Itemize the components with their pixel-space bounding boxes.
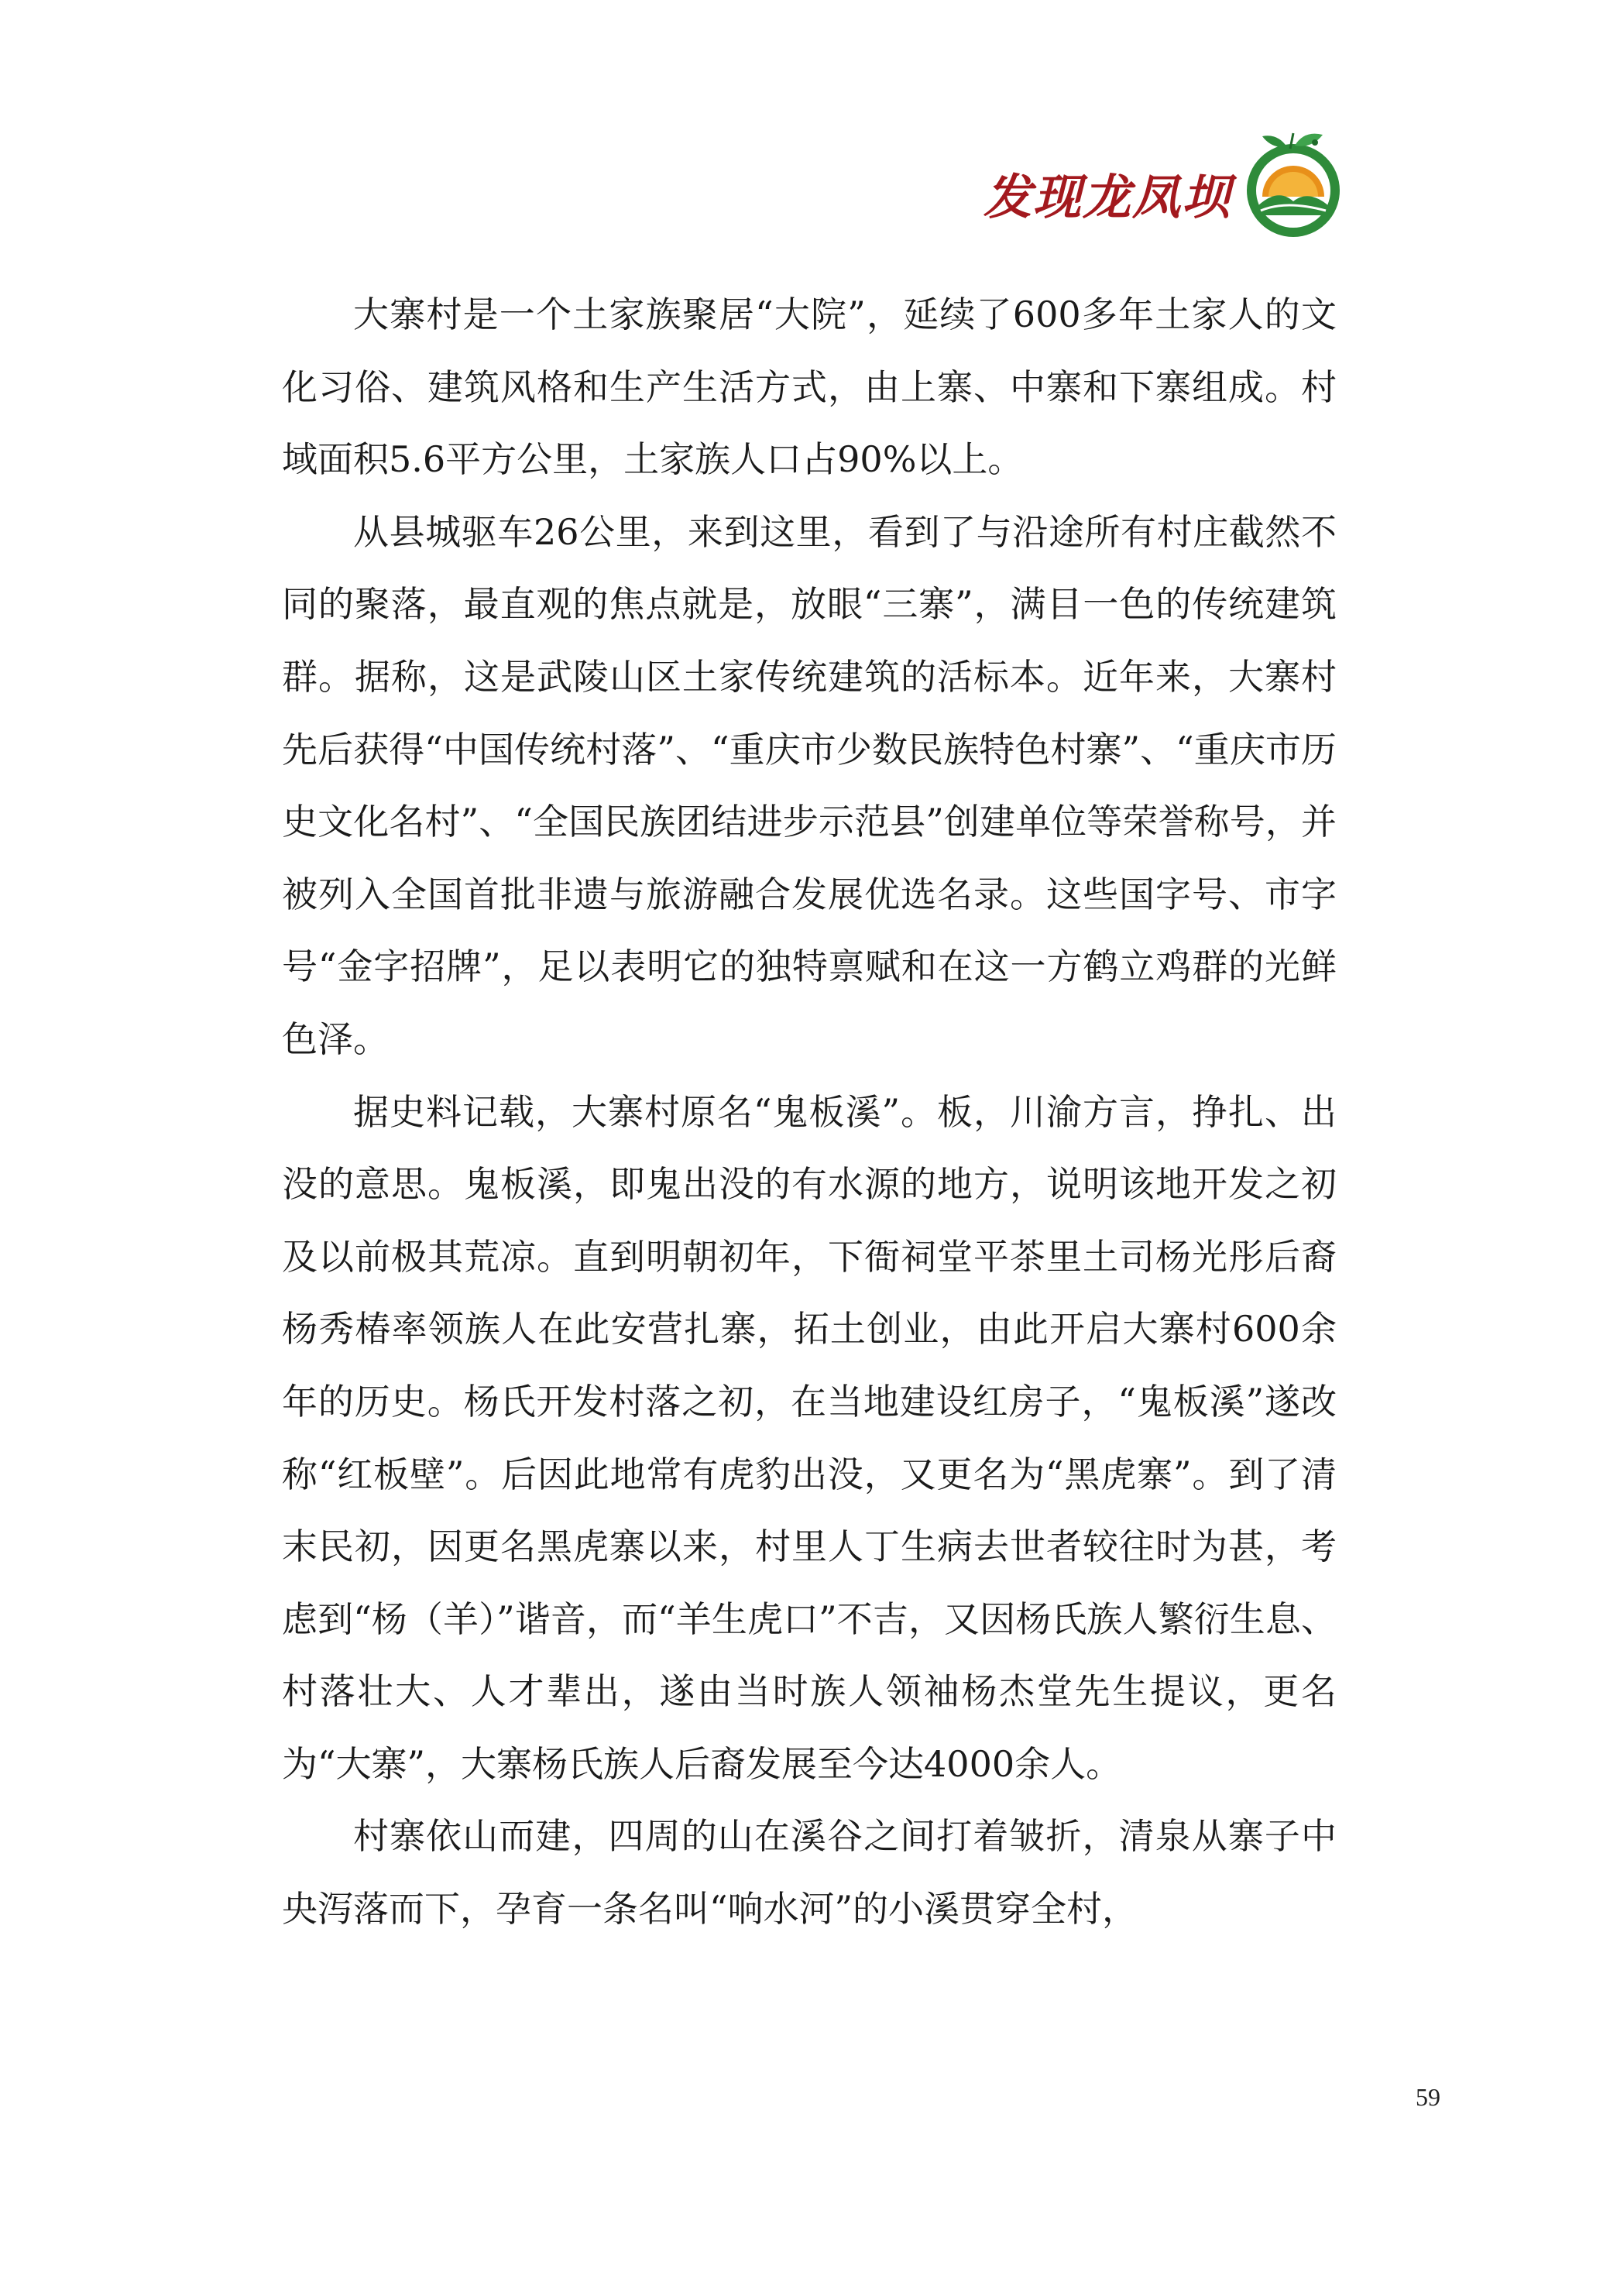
village-emblem-icon [1239, 125, 1347, 242]
paragraph-2: 从县城驱车26公里，来到这里，看到了与沿途所有村庄截然不同的聚落，最直观的焦点就是，放眼“三寨”，满目一色的传统建筑群。据称，这是武陵山区土家传统建筑的活标本。近年来，大寨村先后获得“中国传统村落”、“重庆市少数民族特色村寨”、“重庆市历史文化名村”、“全国民族团结进步示范县”创建单位等荣誉称号，并被列入全国首批非遗与旅游融合发展优选名录。这些国字号、市字号“金字招牌”，足以表明它的独特禀赋和在这一方鹤立鸡群的光鲜色泽。 [282, 510, 1337, 1060]
article-body [282, 279, 1337, 1946]
page-number: 59 [1416, 2083, 1440, 2111]
logo-title: 发现龙凤坝 [984, 169, 1232, 225]
paragraph-3: 据史料记载，大寨村原名“鬼板溪”。板，川渝方言，挣扎、出没的意思。鬼板溪，即鬼出没的有水源的地方，说明该地开发之初及以前极其荒凉。直到明朝初年，下衙祠堂平茶里土司杨光彤后裔杨秀椿率领族人在此安营扎寨，拓土创业，由此开启大寨村600余年的历史。杨氏开发村落之初，在当地建设红房子，“鬼板溪”遂改称“红板壁”。后因此地常有虎豹出没，又更名为“黑虎寨”。到了清末民初，因更名黑虎寨以来，村里人丁生病去世者较往时为甚，考虑到“杨（羊）”谐音，而“羊生虎口”不吉，又因杨氏族人繁衍生息、村落壮大、人才辈出，遂由当时族人领袖杨杰堂先生提议，更名为“大寨”，大寨杨氏族人后裔发展至今达4000余人。 [282, 1090, 1337, 1785]
header-logo [984, 125, 1347, 242]
paragraph-1: 大寨村是一个土家族聚居“大院”，延续了600多年土家人的文化习俗、建筑风格和生产生活方式，由上寨、中寨和下寨组成。村域面积5.6平方公里，土家族人口占90%以上。 [282, 293, 1337, 481]
paragraph-4: 村寨依山而建，四周的山在溪谷之间打着皱折，清泉从寨子中央泻落而下，孕育一条名叫“响水河”的小溪贯穿全村， [282, 1815, 1337, 1930]
